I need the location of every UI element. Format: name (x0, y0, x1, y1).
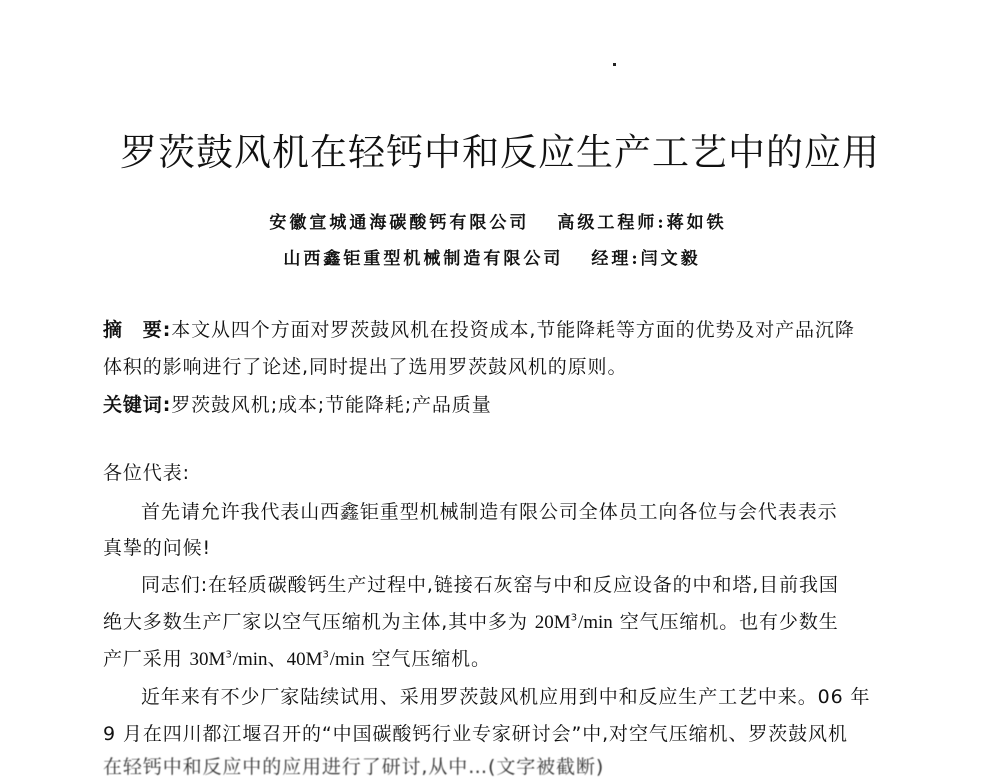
unit-value: 40M (286, 649, 323, 670)
abstract-text: 本文从四个方面对罗茨鼓风机在投资成本,节能降耗等方面的优势及对产品沉降 (171, 319, 855, 341)
superscript: 3 (570, 612, 578, 624)
paragraph-2-line-1: 同志们:在轻质碳酸钙生产过程中,链接石灰窑与中和反应设备的中和塔,目前我国 (141, 574, 839, 596)
abstract-line-2: 体积的影响进行了论述,同时提出了选用罗茨鼓风机的原则。 (103, 356, 628, 378)
unit-value: 30M (189, 649, 226, 670)
paragraph-3-line-2: 9 月在四川都江堰召开的“中国碳酸钙行业专家研讨会”中,对空气压缩机、罗茨鼓风机 (103, 723, 848, 745)
text-segment: 绝大多数生产厂家以空气压缩机为主体,其中多为 (103, 611, 535, 633)
abstract-label: 摘 要: (103, 319, 172, 341)
keywords-text: 罗茨鼓风机;成本;节能降耗;产品质量 (171, 394, 492, 416)
author-role-name: 高级工程师:蒋如铁 (557, 213, 727, 233)
paragraph-3-line-3-clipped: 在轻钙中和反应中的应用进行了研讨,从中…(文字被截断) (103, 756, 605, 778)
paragraph-1-line-1: 首先请允许我代表山西鑫钜重型机械制造有限公司全体员工向各位与会代表表示 (141, 501, 838, 523)
text-segment: 空气压缩机。也有少数生 (612, 611, 839, 633)
paragraph-3-line-1: 近年来有不少厂家陆续试用、采用罗茨鼓风机应用到中和反应生产工艺中来。06 年 (141, 686, 871, 708)
author-line-1 (0, 208, 998, 233)
salutation: 各位代表: (103, 462, 190, 484)
text-segment: 产厂采用 (103, 648, 190, 670)
scan-speck (613, 63, 616, 66)
superscript: 3 (322, 649, 330, 661)
author-line-2 (0, 244, 992, 269)
text-segment: 空气压缩机。 (364, 648, 491, 670)
author-org: 山西鑫钜重型机械制造有限公司 (283, 249, 564, 269)
document-title: 罗茨鼓风机在轻钙中和反应生产工艺中的应用 (120, 131, 880, 174)
paragraph-1-line-2: 真挚的问候! (103, 537, 212, 559)
keywords-line (103, 390, 903, 417)
paragraph-2-line-2 (103, 607, 903, 634)
author-org: 安徽宣城通海碳酸钙有限公司 (269, 213, 530, 233)
unit-suffix: /min、 (232, 649, 287, 670)
paragraph-2-line-3 (103, 644, 903, 671)
abstract-line-1 (103, 315, 903, 342)
unit-suffix: /min (577, 612, 613, 633)
superscript: 3 (225, 649, 233, 661)
unit-suffix: /min (329, 649, 365, 670)
unit-value: 20M (534, 612, 571, 633)
author-role-name: 经理:闫文毅 (591, 249, 701, 269)
keywords-label: 关键词: (103, 394, 172, 416)
